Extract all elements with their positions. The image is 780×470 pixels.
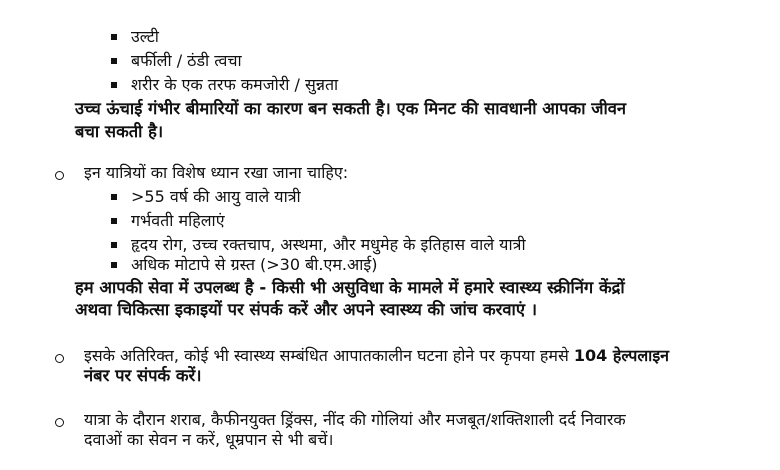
helpline-text bbox=[84, 346, 669, 366]
list-item: हृदय रोग, उच्च रक्तचाप, अस्थमा, और मधुमेह के इतिहास वाले यात्री bbox=[131, 235, 526, 254]
service-text: अथवा चिकित्सा इकाइयों पर संपर्क करें और अपने स्वास्थ्य की जांच करवाएं । bbox=[75, 300, 537, 319]
bullet-square-icon bbox=[111, 34, 117, 40]
bullet-square-icon bbox=[111, 242, 117, 248]
bullet-square-icon bbox=[111, 82, 117, 88]
advice-text: दवाओं का सेवन न करें, धूम्रपान से भी बचें। bbox=[84, 430, 334, 449]
bullet-circle-icon bbox=[55, 418, 64, 427]
helpline-number: 104 हेल्पलाइन bbox=[573, 346, 670, 365]
advice-text: यात्रा के दौरान शराब, कैफीनयुक्त ड्रिंक्स, नींद की गोलियां और मजबूत/शक्तिशाली दर्द निवारक bbox=[84, 410, 626, 429]
bullet-circle-icon bbox=[55, 171, 64, 180]
list-item: अधिक मोटापे से ग्रस्त (>30 बी.एम.आई) bbox=[131, 255, 378, 274]
list-item: शरीर के एक तरफ कमजोरी / सुन्नता bbox=[131, 75, 339, 94]
warning-text: बचा सकती है। bbox=[75, 122, 164, 141]
bullet-square-icon bbox=[111, 58, 117, 64]
bullet-square-icon bbox=[111, 262, 117, 268]
list-item: बर्फीली / ठंडी त्वचा bbox=[131, 51, 242, 70]
bullet-square-icon bbox=[111, 194, 117, 200]
bullet-circle-icon bbox=[55, 354, 64, 363]
list-item: >55 वर्ष की आयु वाले यात्री bbox=[131, 187, 301, 206]
warning-text: उच्च ऊंचाई गंभीर बीमारियों का कारण बन सकती है। एक मिनट की सावधानी आपका जीवन bbox=[75, 99, 627, 118]
list-item: उल्टी bbox=[131, 27, 159, 46]
list-item: गर्भवती महिलाएं bbox=[131, 211, 225, 230]
helpline-text: नंबर पर संपर्क करें। bbox=[84, 366, 202, 385]
helpline-prefix: इसके अतिरिक्त, कोई भी स्वास्थ्य सम्बंधित आपातकालीन घटना होने पर कृपया हमसे bbox=[84, 346, 574, 365]
section-heading: इन यात्रियों का विशेष ध्यान रखा जाना चाहिए: bbox=[84, 163, 349, 182]
service-text: हम आपकी सेवा में उपलब्ध है - किसी भी असुविधा के मामले में हमारे स्वास्थ्य स्क्रीनिंग केंद्रों bbox=[75, 278, 625, 297]
bullet-square-icon bbox=[111, 218, 117, 224]
